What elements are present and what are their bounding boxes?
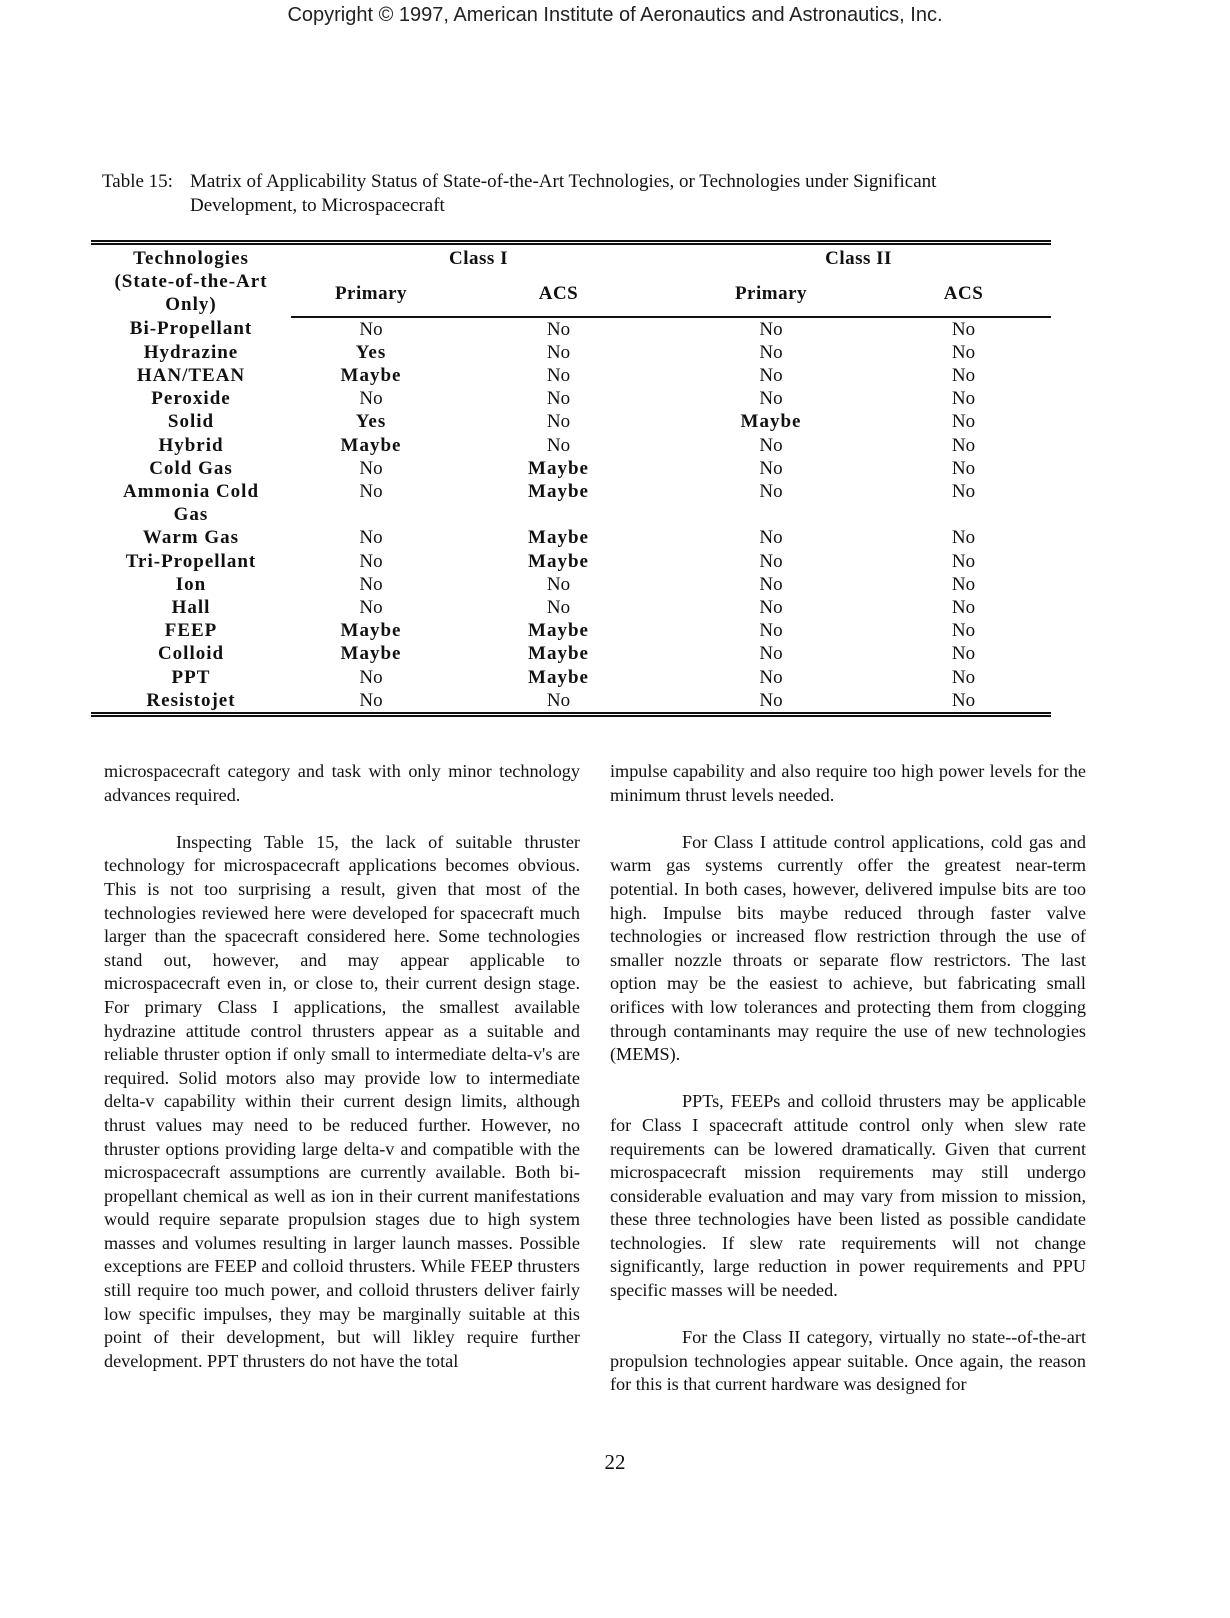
class-2-acs-cell: No <box>951 550 976 572</box>
class-1-acs-cell: Maybe <box>528 550 589 572</box>
class-1-acs-cell: No <box>546 318 571 340</box>
class-1-primary-cell: No <box>359 457 383 479</box>
class-2-primary-cell: No <box>759 527 783 549</box>
table-row <box>91 573 1051 596</box>
class-2-acs-cell: No <box>951 341 976 363</box>
table-row <box>91 596 1051 619</box>
table-row <box>91 434 1051 457</box>
class-1-primary-cell: Maybe <box>340 434 402 456</box>
class-1-primary-cell: Maybe <box>340 620 402 642</box>
class-2-primary-cell: No <box>759 434 783 456</box>
class-2-primary-cell: No <box>759 457 783 479</box>
class-1-primary-cell: No <box>359 573 383 595</box>
technology-name: Peroxide <box>151 388 231 410</box>
body-paragraph: microspacecraft category and task with only minor technology advances required. <box>104 761 580 805</box>
technology-name <box>91 480 291 526</box>
class-1-acs-header: ACS <box>451 282 666 317</box>
technology-name: Solid <box>167 411 215 433</box>
class-1-acs-cell: No <box>546 341 571 363</box>
class-2-primary-cell: No <box>759 620 783 642</box>
table-row <box>91 410 1051 433</box>
class-2-acs-cell: No <box>951 318 976 340</box>
technology-name: Hybrid <box>158 434 224 456</box>
class-1-primary-cell: No <box>359 527 383 549</box>
class-1-primary-cell: No <box>359 597 383 619</box>
tech-header-line-1: Technologies <box>133 248 249 269</box>
body-column-right <box>610 760 1086 1421</box>
class-2-primary-cell: No <box>759 318 783 340</box>
class-1-primary-cell: No <box>359 481 383 503</box>
class-2-acs-cell: No <box>951 527 976 549</box>
class-1-acs-cell: Maybe <box>528 620 589 642</box>
class-1-primary-cell: No <box>359 318 383 340</box>
technology-name-line-2: Gas <box>173 504 209 526</box>
class-2-primary-header: Primary <box>666 282 876 317</box>
tech-header-line-2: (State-of-the-Art <box>114 271 268 293</box>
class-1-primary-cell: No <box>359 550 383 572</box>
page-number: 22 <box>604 1450 626 1474</box>
class-1-acs-cell: No <box>546 411 571 433</box>
class-2-acs-cell: No <box>951 620 976 642</box>
applicability-matrix-table <box>91 240 1051 717</box>
table-row <box>91 689 1051 715</box>
caption-label: Table 15: <box>102 171 173 192</box>
technology-name: HAN/TEAN <box>136 365 246 387</box>
technology-name-line-1: Ammonia Cold <box>122 481 260 503</box>
table-row <box>91 480 1051 526</box>
class-2-primary-cell: No <box>759 365 783 387</box>
table-row <box>91 364 1051 387</box>
technology-name: Warm Gas <box>142 527 240 549</box>
class-1-primary-cell: No <box>359 689 383 711</box>
table-row <box>91 642 1051 665</box>
class-1-acs-cell: Maybe <box>528 457 589 479</box>
table-row <box>91 550 1051 573</box>
class-1-acs-cell: Maybe <box>528 666 589 688</box>
class-2-primary-cell: No <box>759 341 783 363</box>
class-1-primary-cell: Maybe <box>340 365 402 387</box>
class-1-primary-cell: No <box>359 666 383 688</box>
class-2-acs-cell: No <box>951 411 976 433</box>
table-row <box>91 666 1051 689</box>
class-2-primary-cell: No <box>759 689 783 711</box>
class-2-primary-cell: No <box>759 481 783 503</box>
table-row <box>91 619 1051 642</box>
caption-line-1: Matrix of Applicability Status of State-of-the-Art Technologies, or Technologies under Significant <box>190 171 937 192</box>
body-column-left <box>104 760 580 1397</box>
class-2-acs-cell: No <box>951 365 976 387</box>
class-2-primary-cell: No <box>759 550 783 572</box>
technology-name: Cold Gas <box>149 457 233 479</box>
class-1-primary-header: Primary <box>291 282 451 317</box>
body-paragraph: For Class I attitude control applications, cold gas and warm gas systems currently offer the greatest near-term potential. In both cases, however, delivered impulse bits are too high. Impulse bits maybe reduced through faster valve technologies or increased flow restriction through the use of smaller nozzle throats or separate flow restrictors. The last option may be the easiest to achieve, but fabricating small orifices with low tolerances and protecting them from clogging through contaminants may require the use of new technologies (MEMS). <box>610 831 1086 1065</box>
table-row <box>91 387 1051 410</box>
applicability-table-wrap <box>91 240 1051 717</box>
technology-name: Bi-Propellant <box>129 317 253 339</box>
table-caption <box>102 170 1062 218</box>
class-2-acs-cell: No <box>951 434 976 456</box>
caption-line-2: Development, to Microspacecraft <box>190 195 445 216</box>
class-1-acs-cell: No <box>546 388 571 410</box>
class-2-acs-cell: No <box>951 457 976 479</box>
technologies-column-header <box>91 243 291 317</box>
technology-name: Colloid <box>157 643 225 665</box>
copyright-notice: Copyright © 1997, American Institute of Aeronautics and Astronautics, Inc. <box>287 4 943 26</box>
class-1-acs-cell: No <box>546 573 571 595</box>
table-row <box>91 457 1051 480</box>
class-2-acs-cell: No <box>951 388 976 410</box>
class-1-primary-cell: Maybe <box>340 643 402 665</box>
class-2-acs-cell: No <box>951 597 976 619</box>
technology-name: Tri-Propellant <box>125 550 257 572</box>
class-1-primary-cell: Yes <box>355 411 387 433</box>
class-1-acs-cell: Maybe <box>528 643 589 665</box>
technology-name: FEEP <box>164 620 218 642</box>
body-paragraph: For the Class II category, virtually no state--of-the-art propulsion technologies appear suitable. Once again, the reason for this is that current hardware was designed for <box>610 1327 1086 1395</box>
technology-name: Ion <box>175 573 207 595</box>
table-row <box>91 317 1051 341</box>
technology-name: Hall <box>171 597 211 619</box>
class-1-acs-cell: No <box>546 689 571 711</box>
tech-header-line-3: Only) <box>165 294 217 316</box>
class-2-primary-cell: No <box>759 643 783 665</box>
class-2-primary-cell: No <box>759 597 783 619</box>
class-1-primary-cell: No <box>359 388 383 410</box>
table-row <box>91 341 1051 364</box>
class-2-primary-cell: No <box>759 388 783 410</box>
class-1-acs-cell: No <box>546 365 571 387</box>
class-1-primary-cell: Yes <box>355 341 387 363</box>
table-header-group-row <box>91 243 1051 283</box>
class-2-primary-cell: No <box>759 573 783 595</box>
body-paragraph: Inspecting Table 15, the lack of suitable thruster technology for microspacecraft applications becomes obvious. This is not too surprising a result, given that most of the technologies reviewed here were developed for spacecraft much larger than the spacecraft considered here. Some technologies stand out, however, and may appear applicable to microspacecraft even in, or close to, their current design stage. For primary Class I applications, the smallest available hydrazine attitude control thrusters appear as a suitable and reliable thruster option if only small to intermediate delta-v's are required. Solid motors also may provide low to intermediate delta-v capability within their current design limits, although thrust values may need to be reduced further. However, no thruster options providing large delta-v and compatible with the microspacecraft assumptions are currently available. Both bi-propellant chemical as well as ion in their current manifestations would require separate propulsion stages due to high system masses and volumes resulting in larger launch masses. Possible exceptions are FEEP and colloid thrusters. While FEEP thrusters still require too much power, and colloid thrusters deliver fairly low specific impulses, they may be marginally suitable at this point of their development, but will likley require further development. PPT thrusters do not have the total <box>104 831 580 1371</box>
technology-name: PPT <box>171 666 211 688</box>
class-1-acs-cell: Maybe <box>528 527 589 549</box>
class-1-header: Class I <box>449 248 508 269</box>
class-2-header: Class II <box>825 248 892 269</box>
class-1-acs-cell: No <box>546 597 571 619</box>
class-2-acs-cell: No <box>951 573 976 595</box>
technology-name: Hydrazine <box>143 341 239 363</box>
body-paragraph: impulse capability and also require too high power levels for the minimum thrust levels needed. <box>610 761 1086 805</box>
body-paragraph: PPTs, FEEPs and colloid thrusters may be applicable for Class I spacecraft attitude control only when slew rate requirements can be lowered dramatically. Given that current microspacecraft mission requirements may still undergo considerable evaluation and may vary from mission to mission, these three technologies have been listed as possible candidate technologies. If slew rate requirements will not change significantly, large reduction in power requirements and PPU specific masses will be needed. <box>610 1091 1086 1301</box>
class-2-acs-header: ACS <box>876 282 1051 317</box>
class-2-acs-cell: No <box>951 666 976 688</box>
class-1-acs-cell: Maybe <box>528 481 589 503</box>
class-2-acs-cell: No <box>951 643 976 665</box>
class-2-acs-cell: No <box>951 481 976 503</box>
table-row <box>91 526 1051 549</box>
technology-name: Resistojet <box>146 689 236 711</box>
class-2-primary-cell: No <box>759 666 783 688</box>
class-2-primary-cell: Maybe <box>740 411 802 433</box>
class-1-acs-cell: No <box>546 434 571 456</box>
class-2-acs-cell: No <box>951 689 976 711</box>
